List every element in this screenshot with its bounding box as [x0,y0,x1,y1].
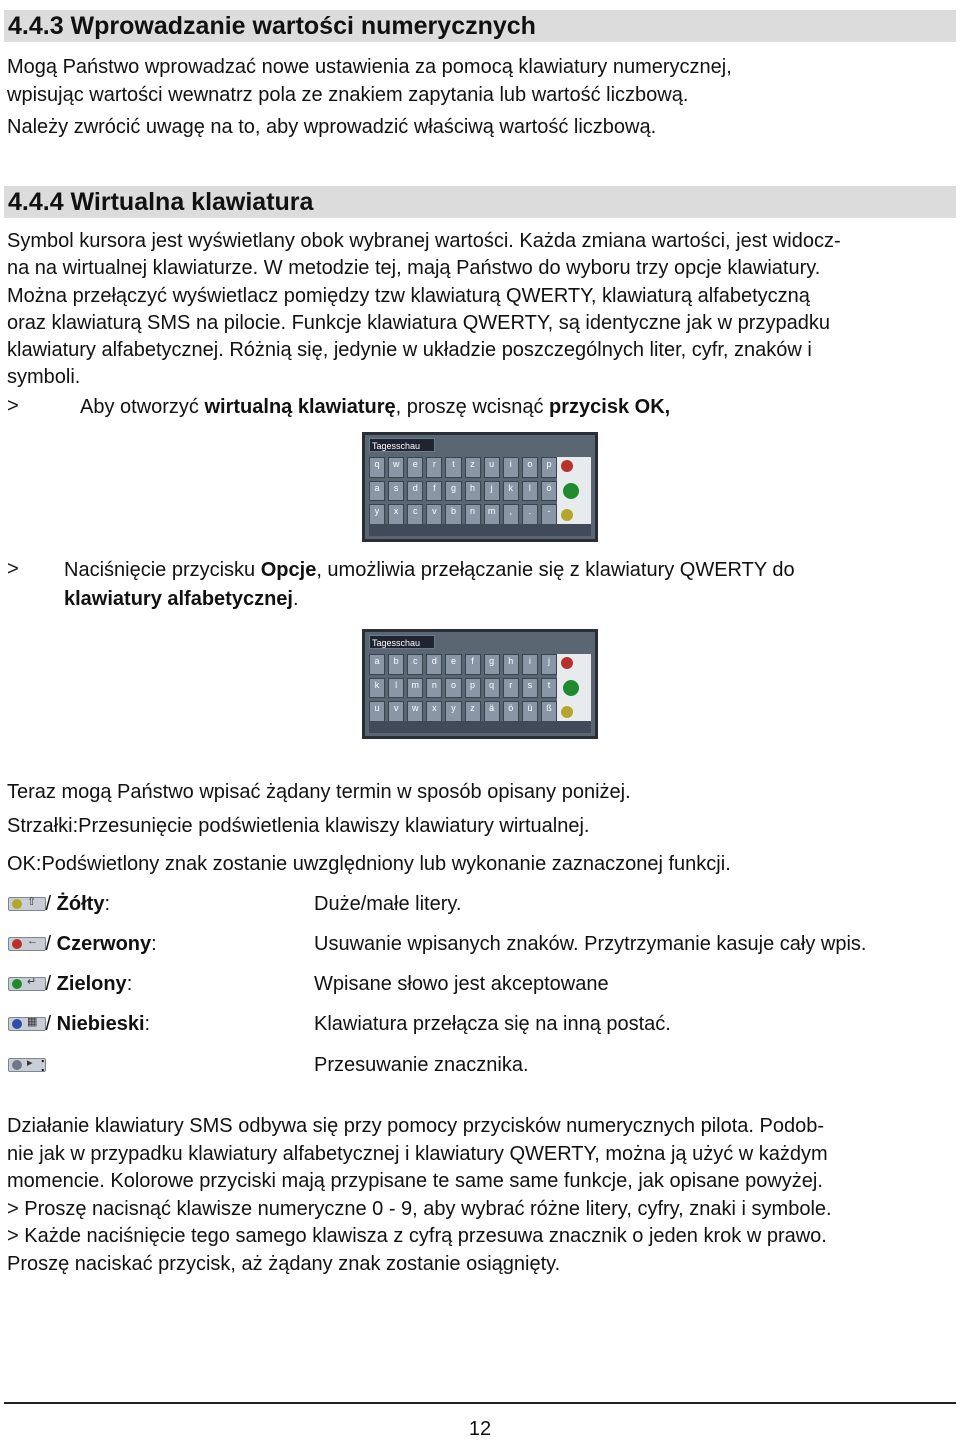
keyboard-key: a [369,481,385,502]
keyboard-key: s [388,481,404,502]
button-color-dot [12,939,22,949]
step-marker: > [7,558,19,580]
keyboard-key: e [445,654,461,675]
legend-color-name: Żółty [56,893,105,915]
step-text: , umożliwia przełączanie się z klawiatury QWERTY do [316,559,795,581]
instructions-intro: Teraz mogą Państwo wpisać żądany termin w sposób opisany poniżej. [7,781,631,803]
paragraph-444 [7,228,955,392]
keyboard-side-panel [557,654,591,722]
text-line: wpisując wartości wewnatrz pola ze znakiem zapytania lub wartość liczbową. [7,83,689,106]
keyboard-key: q [369,457,385,478]
keyboard-key: m [484,504,500,525]
keyboard-key: i [503,457,519,478]
keyboard-key: t [445,457,461,478]
text-line: na na wirtualnej klawiaturze. W metodzie tej, mają Państwo do wyboru trzy opcje klawiatury. [7,257,821,280]
button-glyph: ↵ [27,976,37,988]
legend-description: Usuwanie wpisanych znaków. Przytrzymanie kasuje cały wpis. [314,933,867,955]
legend-separator: / [40,1013,57,1035]
legend-separator: / [40,973,57,995]
legend-label [40,1054,46,1077]
text-line: Mogą Państwo wprowadzać nowe ustawienia za pomocą klawiatury numerycznej, [7,56,732,78]
keyboard-key-grid [369,654,557,722]
text-line: oraz klawiaturą SMS na pilocie. Funkcje klawiatura QWERTY, są identyczne jak w przypadku [7,311,830,334]
legend-color-name: Zielony [56,973,127,995]
keyboard-key: n [426,678,442,699]
legend-description: Duże/małe litery. [314,893,462,915]
keyboard-key: j [541,654,557,675]
step-bold: Opcje [260,559,317,581]
text-line: nie jak w przypadku klawiatury alfabetycznej i klawiatury QWERTY, można ją użyć w każdym [7,1142,828,1165]
step-switch-keyboard [64,556,795,614]
step-text: , proszę wcisnąć [395,396,550,418]
keyboard-key: p [465,678,481,699]
keyboard-key: p [541,457,557,478]
button-color-dot [12,1060,22,1070]
legend-description: Przesuwanie znacznika. [314,1054,529,1076]
step-bold: przycisk OK, [549,396,671,418]
keyboard-key: x [388,504,404,525]
keyboard-key: b [445,504,461,525]
step-bold: klawiatury alfabetycznej [64,588,293,610]
keyboard-key: r [503,678,519,699]
button-glyph: ▦ [27,1016,38,1028]
step-marker: > [7,395,19,417]
keyboard-key: f [426,481,442,502]
keyboard-key: . [522,504,538,525]
keyboard-key: m [407,678,423,699]
keyboard-side-panel [557,457,591,525]
legend-label [40,893,110,916]
keyboard-key: x [426,701,442,722]
keyboard-key: z [465,701,481,722]
keyboard-key: ö [541,481,557,502]
text-line: symboli. [7,366,81,389]
text-line: Działanie klawiatury SMS odbywa się przy pomocy przycisków numerycznych pilota. Podob- [7,1115,824,1137]
keyboard-key: c [407,654,423,675]
step-open-keyboard [80,394,670,421]
legend-colon: : [151,933,157,955]
red-button-icon [561,460,573,472]
text-line: Symbol kursora jest wyświetlany obok wybranej wartości. Każda zmiana wartości, jest widocz- [7,230,841,252]
keyboard-key: ö [503,701,519,722]
keyboard-footer [369,524,591,536]
keyboard-key: g [484,654,500,675]
green-button-icon [563,483,579,499]
keyboard-key: b [388,654,404,675]
button-glyph: ⇧ [27,896,37,908]
keyboard-key: w [407,701,423,722]
keyboard-input-field: Tagesschau [369,635,435,649]
button-glyph: ← [27,935,38,947]
text-line: Należy zwrócić uwagę na to, aby wprowadzić właściwą wartość liczbową. [7,116,657,138]
green-button-icon [563,680,579,696]
virtual-keyboard-alphabetical-image [362,629,598,739]
keyboard-key: l [522,481,538,502]
keyboard-key: r [426,457,442,478]
section-heading-444: 4.4.4 Wirtualna klawiatura [4,186,956,218]
legend-color-name: Czerwony [56,933,152,955]
button-color-dot [12,979,22,989]
text-line: Proszę naciskać przycisk, aż żądany znak zostanie osiągnięty. [7,1252,561,1275]
keyboard-key: z [465,457,481,478]
keyboard-key: o [522,457,538,478]
keyboard-key: l [388,678,404,699]
red-button-icon [561,657,573,669]
keyboard-footer [369,721,591,733]
instruction-key: OK [7,853,36,875]
keyboard-key: ß [541,701,557,722]
keyboard-key: e [407,457,423,478]
keyboard-key: d [426,654,442,675]
keyboard-key: w [388,457,404,478]
keyboard-key: d [407,481,423,502]
button-color-dot [12,1019,22,1029]
button-glyph: ▸ [27,1057,33,1069]
keyboard-key: h [503,654,519,675]
text-line: > Każde naciśnięcie tego samego klawisza z cyfrą przesuwa znacznik o jeden krok w prawo. [7,1225,827,1247]
keyboard-key: i [522,654,538,675]
instruction-text: :Przesunięcie podświetlenia klawiszy klawiatury wirtualnej. [72,815,590,837]
keyboard-key: n [465,504,481,525]
paragraph-sms [7,1113,955,1278]
keyboard-key: k [503,481,519,502]
keyboard-key: ä [484,701,500,722]
legend-description: Klawiatura przełącza się na inną postać. [314,1013,671,1035]
legend-color-name: Niebieski [56,1013,145,1035]
keyboard-key: v [388,701,404,722]
keyboard-key: k [369,678,385,699]
keyboard-key: a [369,654,385,675]
paragraph-443 [7,54,955,142]
keyboard-key: f [465,654,481,675]
legend-label [40,1013,150,1036]
keyboard-key: t [541,678,557,699]
keyboard-input-field: Tagesschau [369,438,435,452]
keyboard-key: v [426,504,442,525]
yellow-button-icon [561,706,573,718]
step-bold: wirtualną klawiaturę [204,396,396,418]
text-line: Można przełączyć wyświetlacz pomiędzy tzw klawiaturą QWERTY, klawiaturą alfabetyczną [7,284,810,307]
keyboard-key: o [445,678,461,699]
keyboard-key: s [522,678,538,699]
instruction-key: Strzałki [7,815,73,837]
step-text: . [292,588,299,610]
keyboard-key: y [445,701,461,722]
keyboard-key: q [484,678,500,699]
legend-colon: : [104,893,111,915]
keyboard-key: , [503,504,519,525]
yellow-button-icon [561,509,573,521]
keyboard-key: h [465,481,481,502]
legend-separator: / [40,933,57,955]
keyboard-key-grid [369,457,557,525]
legend-colon: : [126,973,133,995]
keyboard-key: y [369,504,385,525]
legend-colon: : [144,1013,151,1035]
text-line: klawiatury alfabetycznej. Różnią się, jedynie w układzie poszczególnych liter, cyfr, znaków i [7,339,812,362]
legend-colon: : [40,1054,46,1076]
section-heading-443: 4.4.3 Wprowadzanie wartości numerycznych [4,10,956,42]
legend-separator: / [40,893,57,915]
page-number: 12 [468,1418,492,1440]
instruction-ok [7,851,731,878]
keyboard-key: u [484,457,500,478]
footer-rule [4,1402,956,1404]
keyboard-key: ü [522,701,538,722]
keyboard-key: c [407,504,423,525]
virtual-keyboard-qwerty-image [362,432,598,542]
text-line: momencie. Kolorowe przyciski mają przypisane te same same funkcje, jak opisane powyżej. [7,1170,823,1192]
legend-description: Wpisane słowo jest akceptowane [314,973,609,995]
instruction-text: :Podświetlony znak zostanie uwzględniony lub wykonanie zaznaczonej funkcji. [35,853,731,875]
keyboard-key: g [445,481,461,502]
keyboard-key: j [484,481,500,502]
button-color-dot [12,899,22,909]
legend-label [40,933,157,956]
step-text: Aby otworzyć [80,396,205,418]
text-line: > Proszę nacisnąć klawisze numeryczne 0 - 9, aby wybrać różne litery, cyfry, znaki i symbole. [7,1197,832,1220]
keyboard-key: u [369,701,385,722]
keyboard-key: - [541,504,557,525]
step-text: Naciśnięcie przycisku [64,559,261,581]
legend-label [40,973,132,996]
instruction-arrows [7,813,589,840]
